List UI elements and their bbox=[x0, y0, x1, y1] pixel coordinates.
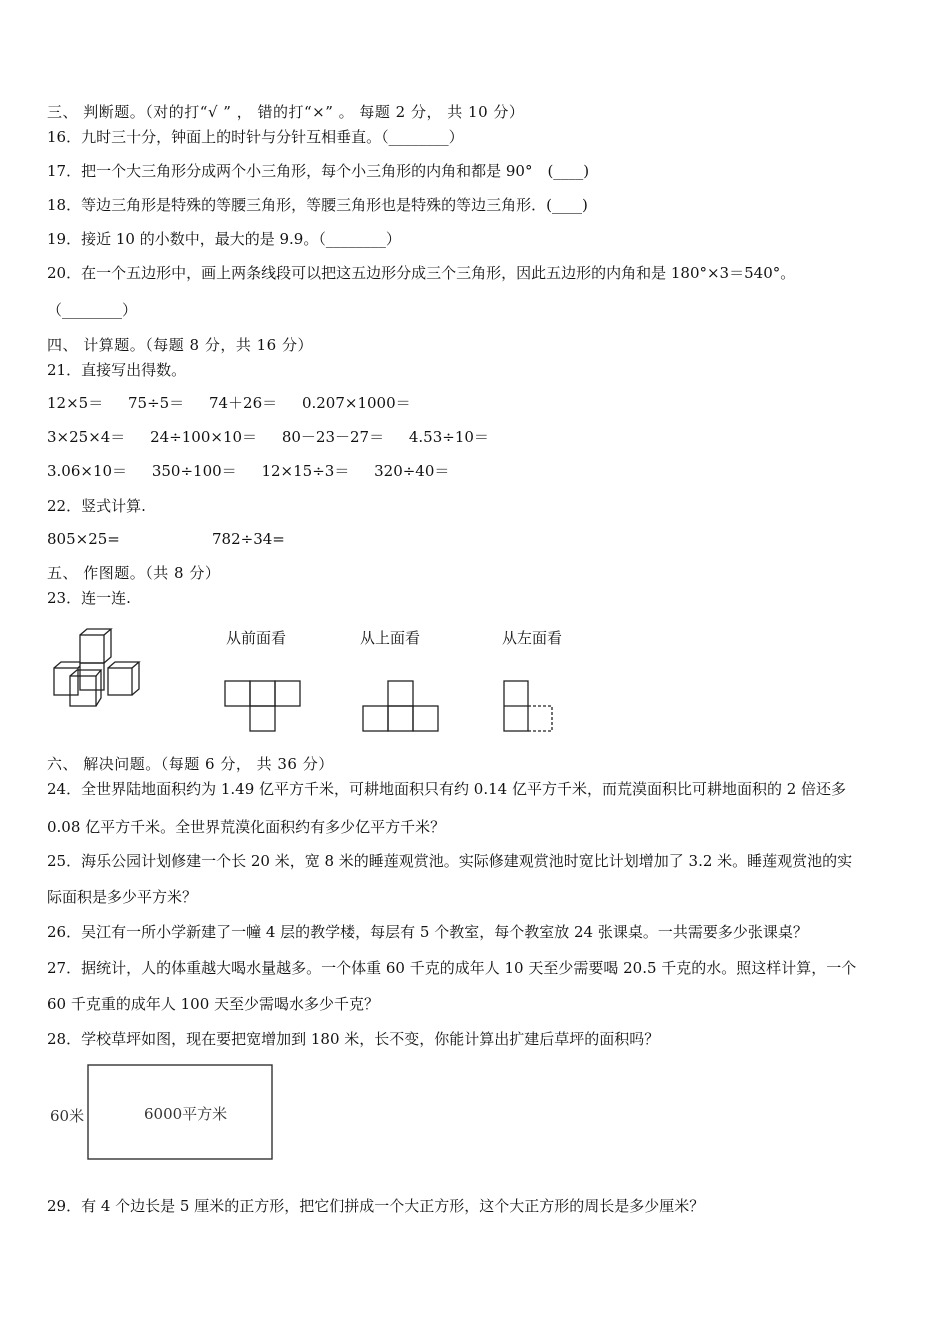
calc-item: 75÷5＝ bbox=[127, 394, 185, 412]
view-left-label: 从左面看 bbox=[502, 629, 563, 647]
section-4-title: 四、 计算题。（每题 8 分，共 16 分） bbox=[47, 336, 313, 354]
calc-item: 24÷100×10＝ bbox=[150, 428, 258, 446]
calc-item: 4.53÷10＝ bbox=[408, 428, 489, 446]
vertical-calc-2: 782÷34= bbox=[212, 530, 285, 548]
section-5-title: 五、 作图题。（共 8 分） bbox=[47, 564, 221, 582]
lawn-side-label: 60米 bbox=[50, 1107, 85, 1125]
calc-item: 12×5＝ bbox=[47, 394, 104, 412]
view-front-label: 从前面看 bbox=[226, 629, 287, 647]
calc-item: 350÷100＝ bbox=[151, 462, 237, 480]
calc-item: 12×15÷3＝ bbox=[261, 462, 350, 480]
calc-row-2 bbox=[47, 427, 509, 447]
question-25-line-2: 际面积是多少平方米？ bbox=[47, 888, 198, 906]
question-28: 28．学校草坪如图，现在要把宽增加到 180 米，长不变，你能计算出扩建后草坪的面积吗？ bbox=[47, 1030, 660, 1048]
question-23: 23．连一连. bbox=[47, 589, 131, 607]
lawn-area-label: 6000平方米 bbox=[144, 1105, 228, 1123]
calc-item: 80－23－27＝ bbox=[281, 428, 385, 446]
question-24-line-2: 0.08 亿平方千米。全世界荒漠化面积约有多少亿平方千米？ bbox=[47, 818, 446, 836]
section-6-title: 六、 解决问题。（每题 6 分， 共 36 分） bbox=[47, 755, 334, 773]
question-29: 29．有 4 个边长是 5 厘米的正方形，把它们拼成一个大正方形，这个大正方形的周长是多少厘米？ bbox=[47, 1197, 705, 1215]
question-27-line-1: 27．据统计，人的体重越大喝水量越多。一个体重 60 千克的成年人 10 天至少需要喝 20.5 千克的水。照这样计算，一个 bbox=[47, 959, 857, 977]
vertical-calc-1: 805×25= bbox=[47, 530, 120, 548]
view-top-label: 从上面看 bbox=[360, 629, 421, 647]
question-20: 20．在一个五边形中，画上两条线段可以把这五边形分成三个三角形，因此五边形的内角和是 180°×3＝540°。 bbox=[47, 264, 796, 282]
question-26: 26．吴江有一所小学新建了一幢 4 层的教学楼，每层有 5 个教室，每个教室放 24 张课桌。一共需要多少张课桌？ bbox=[47, 923, 808, 941]
calc-item: 320÷40＝ bbox=[374, 462, 450, 480]
calc-item: 3×25×4＝ bbox=[47, 428, 126, 446]
calc-row-3 bbox=[47, 461, 469, 481]
calc-item: 74＋26＝ bbox=[208, 394, 278, 412]
left-view-figure bbox=[502, 680, 558, 735]
section-3-title: 三、 判断题。（对的打“√ ” ， 错的打“×” 。 每题 2 分， 共 10 分） bbox=[47, 103, 525, 121]
calc-item: 0.207×1000＝ bbox=[301, 394, 411, 412]
question-25-line-1: 25．海乐公园计划修建一个长 20 米，宽 8 米的睡莲观赏池。实际修建观赏池时宽比计划增加了 3.2 米。睡莲观赏池的实 bbox=[47, 852, 853, 870]
calc-item: 3.06×10＝ bbox=[47, 462, 128, 480]
question-21: 21．直接写出得数。 bbox=[47, 361, 187, 379]
question-17: 17．把一个大三角形分成两个小三角形，每个小三角形的内角和都是 90° (____) bbox=[47, 162, 590, 180]
question-18: 18．等边三角形是特殊的等腰三角形，等腰三角形也是特殊的等边三角形．(____) bbox=[47, 196, 588, 214]
calc-row-1 bbox=[47, 393, 431, 413]
question-20-blank: （________） bbox=[47, 301, 138, 319]
front-view-figure bbox=[224, 680, 304, 735]
cube-stack-figure bbox=[48, 628, 158, 710]
question-27-line-2: 60 千克重的成年人 100 天至少需喝水多少千克？ bbox=[47, 995, 380, 1013]
question-16: 16．九时三十分，钟面上的时针与分针互相垂直。（________） bbox=[47, 128, 464, 146]
question-19: 19．接近 10 的小数中，最大的是 9.9。（________） bbox=[47, 230, 401, 248]
question-24-line-1: 24．全世界陆地面积约为 1.49 亿平方千米，可耕地面积只有约 0.14 亿平方千米，而荒漠面积比可耕地面积的 2 倍还多 bbox=[47, 780, 847, 798]
top-view-figure bbox=[362, 680, 442, 735]
question-22: 22．竖式计算. bbox=[47, 497, 146, 515]
